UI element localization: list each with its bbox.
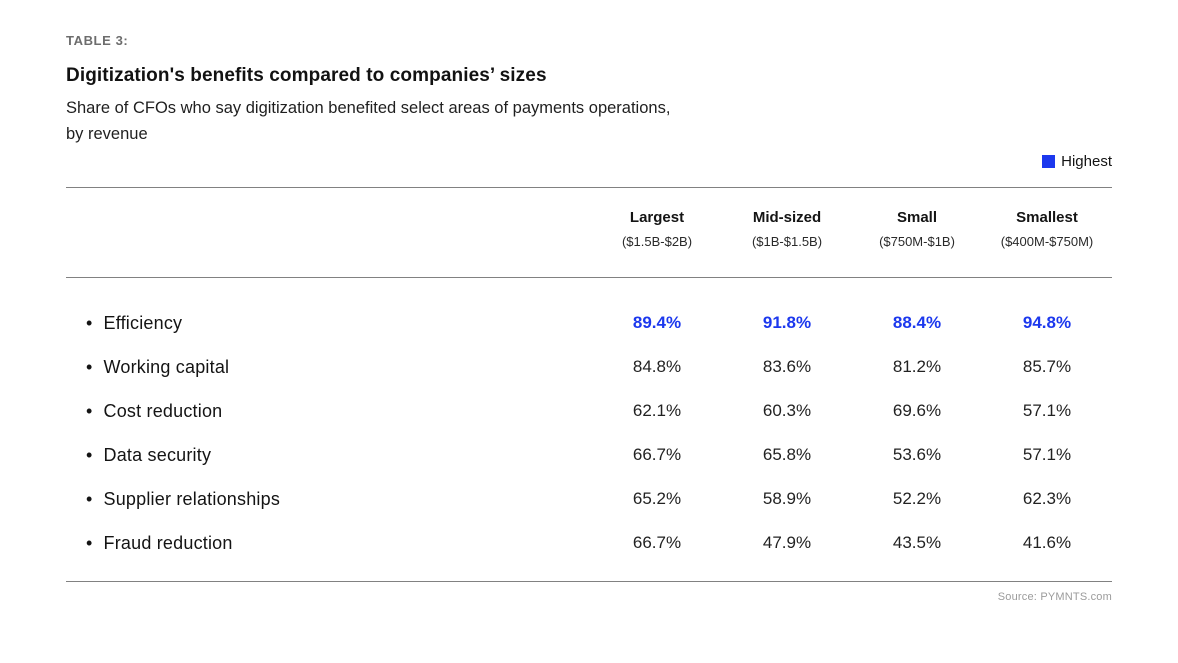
value-cell: 85.7%: [1022, 357, 1072, 376]
table-body: [66, 278, 1112, 581]
value-cell: 47.9%: [762, 533, 812, 552]
value-cell: 91.8%: [762, 313, 812, 332]
value-cell: 41.6%: [1022, 533, 1072, 552]
row-label-cell: [66, 313, 592, 334]
bullet-icon: •: [86, 488, 93, 509]
value-cell: 62.1%: [632, 401, 682, 420]
divider-bottom: [66, 581, 1112, 582]
value-cell: 83.6%: [762, 357, 812, 376]
subtitle-line-2: by revenue: [66, 125, 148, 143]
figure-title: Digitization's benefits compared to companies’ sizes: [66, 65, 547, 86]
figure-content: [66, 0, 1112, 603]
value-cell: 57.1%: [1022, 401, 1072, 420]
value-cell: 88.4%: [892, 313, 942, 332]
bullet-icon: •: [86, 400, 93, 421]
table-row-efficiency: [66, 301, 1112, 345]
table-label: TABLE 3:: [66, 33, 129, 48]
legend-label: Highest: [1061, 153, 1112, 170]
row-label-cell: [66, 357, 592, 378]
column-name: Mid-sized: [752, 209, 822, 226]
column-range: ($1B-$1.5B): [751, 234, 823, 249]
value-cell: 66.7%: [632, 533, 682, 552]
row-label-cell: [66, 445, 592, 466]
subtitle-line-1: Share of CFOs who say digitization benefited select areas of payments operations,: [66, 99, 671, 117]
value-cell: 62.3%: [1022, 489, 1072, 508]
column-name: Largest: [629, 209, 685, 226]
figure-subtitle: [66, 95, 1112, 147]
table-header-row: [66, 188, 1112, 277]
value-cell: 43.5%: [892, 533, 942, 552]
row-label-cell: [66, 401, 592, 422]
value-cell: 65.8%: [762, 445, 812, 464]
legend: [66, 153, 1112, 170]
value-cell: 53.6%: [892, 445, 942, 464]
row-label: Supplier relationships: [103, 488, 281, 509]
bullet-icon: •: [86, 532, 93, 553]
column-name: Small: [896, 209, 938, 226]
table-row-cost-reduction: [66, 389, 1112, 433]
source-attribution: Source: PYMNTS.com: [997, 591, 1112, 603]
row-label: Data security: [103, 444, 212, 465]
table-row-working-capital: [66, 345, 1112, 389]
value-cell: 58.9%: [762, 489, 812, 508]
value-cell: 69.6%: [892, 401, 942, 420]
value-cell: 81.2%: [892, 357, 942, 376]
column-header-smallest: [982, 208, 1112, 250]
row-label: Working capital: [103, 356, 230, 377]
bullet-icon: •: [86, 312, 93, 333]
legend-swatch-icon: [1042, 155, 1055, 168]
row-label: Fraud reduction: [103, 532, 233, 553]
bullet-icon: •: [86, 356, 93, 377]
column-header-mid-sized: [722, 208, 852, 250]
value-cell: 66.7%: [632, 445, 682, 464]
column-range: ($750M-$1B): [879, 234, 955, 249]
table-row-supplier-relationships: [66, 477, 1112, 521]
column-range: ($1.5B-$2B): [621, 234, 693, 249]
column-header-small: [852, 208, 982, 250]
bullet-icon: •: [86, 444, 93, 465]
value-cell: 57.1%: [1022, 445, 1072, 464]
value-cell: 89.4%: [632, 313, 682, 332]
value-cell: 52.2%: [892, 489, 942, 508]
value-cell: 94.8%: [1022, 313, 1072, 332]
table-row-fraud-reduction: [66, 521, 1112, 565]
column-range: ($400M-$750M): [1000, 234, 1094, 249]
value-cell: 65.2%: [632, 489, 682, 508]
row-label: Efficiency: [103, 312, 183, 333]
row-label: Cost reduction: [103, 400, 223, 421]
row-label-cell: [66, 533, 592, 554]
value-cell: 60.3%: [762, 401, 812, 420]
column-header-largest: [592, 208, 722, 250]
column-name: Smallest: [1016, 209, 1078, 226]
value-cell: 84.8%: [632, 357, 682, 376]
row-label-cell: [66, 489, 592, 510]
table-row-data-security: [66, 433, 1112, 477]
